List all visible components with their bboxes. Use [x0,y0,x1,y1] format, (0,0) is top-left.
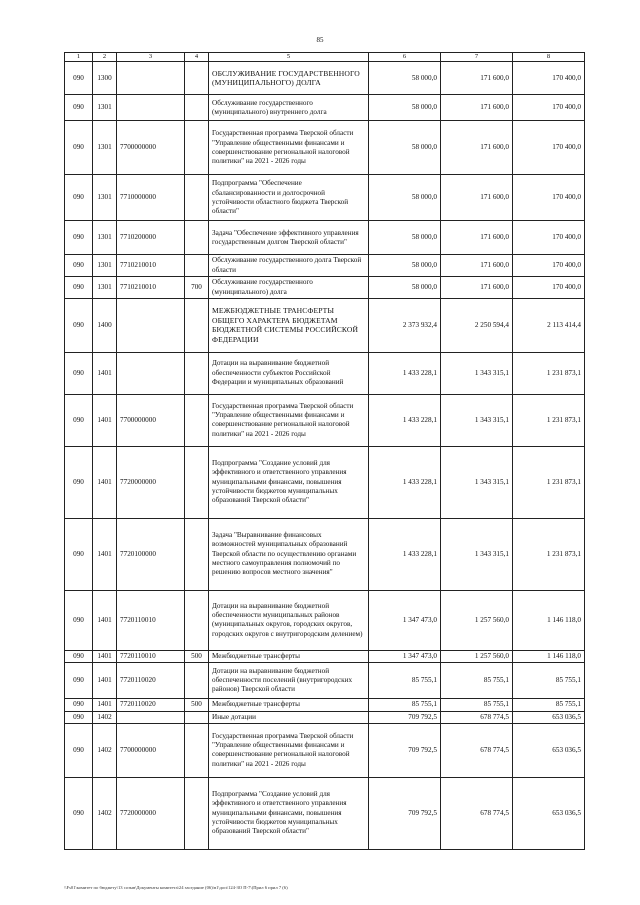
table-row [65,298,585,352]
year-2024-cell: 58 000,0 [369,175,441,221]
gov-code-cell: 090 [65,277,93,299]
gov-code-cell: 090 [65,175,93,221]
year-2026-cell: 170 400,0 [513,255,585,277]
name-cell: Государственная программа Тверской области "Управление общественными финансами и совершенствование региональной налоговой политики" на 2021 - 2026 годы [209,394,369,446]
table-row [65,95,585,121]
name-cell: Государственная программа Тверской области "Управление общественными финансами и совершенствование региональной налоговой политики" на 2021 - 2026 годы [209,723,369,777]
table-row [65,711,585,723]
name-cell: Дотации на выравнивание бюджетной обеспеченности субъектов Российской Федерации и муниципальных образований [209,352,369,394]
table-row [65,699,585,711]
name-cell: Подпрограмма "Обеспечение сбалансированности и долгосрочной устойчивости областного бюджета Тверской области" [209,175,369,221]
section-cell: 1402 [93,777,117,849]
section-cell: 1401 [93,446,117,518]
year-2025-cell: 1 343 315,1 [441,518,513,590]
gov-code-cell: 090 [65,121,93,175]
table-row [65,446,585,518]
gov-code-cell: 090 [65,518,93,590]
year-2026-cell: 653 036,5 [513,723,585,777]
expense-type-cell [185,221,209,255]
gov-code-cell: 090 [65,62,93,95]
year-2026-cell: 653 036,5 [513,711,585,723]
name-cell: ОБСЛУЖИВАНИЕ ГОСУДАРСТВЕННОГО (МУНИЦИПАЛЬНОГО) ДОЛГА [209,62,369,95]
year-2025-cell: 171 600,0 [441,221,513,255]
target-article-cell: 7720110010 [117,590,185,650]
name-cell: Подпрограмма "Создание условий для эффективного и ответственного управления муниципальными финансами, повышения устойчивости бюджетов муниципальных образований Тверской области" [209,446,369,518]
name-cell: МЕЖБЮДЖЕТНЫЕ ТРАНСФЕРТЫ ОБЩЕГО ХАРАКТЕРА БЮДЖЕТАМ БЮДЖЕТНОЙ СИСТЕМЫ РОССИЙСКОЙ ФЕДЕРАЦИИ [209,298,369,352]
expense-type-cell [185,121,209,175]
name-cell: Дотации на выравнивание бюджетной обеспеченности поселений (внутригородских районов) Тверской области [209,663,369,699]
gov-code-cell: 090 [65,590,93,650]
name-cell: Подпрограмма "Создание условий для эффективного и ответственного управления муниципальными финансами, повышения устойчивости бюджетов муниципальных образований Тверской области" [209,777,369,849]
expense-type-cell [185,62,209,95]
year-2025-cell: 1 343 315,1 [441,394,513,446]
year-2025-cell: 85 755,1 [441,699,513,711]
year-2024-cell: 85 755,1 [369,699,441,711]
section-cell: 1402 [93,711,117,723]
section-cell: 1401 [93,590,117,650]
target-article-cell: 7710000000 [117,175,185,221]
year-2024-cell: 709 792,5 [369,777,441,849]
section-cell: 1401 [93,663,117,699]
section-cell: 1401 [93,650,117,662]
expense-type-cell [185,711,209,723]
section-cell: 1301 [93,221,117,255]
column-number-row [65,53,585,62]
year-2025-cell: 1 257 560,0 [441,590,513,650]
year-2024-cell: 1 433 228,1 [369,394,441,446]
year-2026-cell: 170 400,0 [513,277,585,299]
year-2026-cell: 170 400,0 [513,121,585,175]
year-2026-cell: 1 231 873,1 [513,394,585,446]
target-article-cell: 7700000000 [117,723,185,777]
year-2024-cell: 58 000,0 [369,95,441,121]
gov-code-cell: 090 [65,352,93,394]
table-row [65,255,585,277]
year-2025-cell: 1 257 560,0 [441,650,513,662]
year-2024-cell: 1 433 228,1 [369,446,441,518]
year-2026-cell: 85 755,1 [513,699,585,711]
year-2026-cell: 653 036,5 [513,777,585,849]
section-cell: 1301 [93,175,117,221]
col-number: 1 [65,53,93,62]
table-row [65,663,585,699]
target-article-cell [117,711,185,723]
target-article-cell [117,62,185,95]
year-2025-cell: 1 343 315,1 [441,352,513,394]
expense-type-cell [185,518,209,590]
year-2025-cell: 678 774,5 [441,777,513,849]
year-2026-cell: 1 231 873,1 [513,352,585,394]
year-2025-cell: 1 343 315,1 [441,446,513,518]
section-cell: 1300 [93,62,117,95]
target-article-cell: 7720000000 [117,446,185,518]
section-cell: 1301 [93,277,117,299]
name-cell: Дотации на выравнивание бюджетной обеспеченности муниципальных районов (муниципальных округов, городских округов, городских округов с внутригородским делением) [209,590,369,650]
target-article-cell: 7720110020 [117,663,185,699]
gov-code-cell: 090 [65,221,93,255]
section-cell: 1301 [93,121,117,175]
footer-file-path: \\Fs01\комитет по бюджету\13 созыв\Документы комитета\24 заседание (06)\в1\доп\124-ЗО П-7\(Прил 6 прил 7 (6) [64,885,288,890]
expense-type-cell [185,590,209,650]
expense-type-cell [185,255,209,277]
table-row [65,518,585,590]
name-cell: Обслуживание государственного (муниципального) долга [209,277,369,299]
table-row [65,723,585,777]
target-article-cell: 7700000000 [117,394,185,446]
section-cell: 1402 [93,723,117,777]
year-2024-cell: 58 000,0 [369,221,441,255]
table-row [65,175,585,221]
year-2025-cell: 171 600,0 [441,255,513,277]
year-2024-cell: 1 347 473,0 [369,650,441,662]
section-cell: 1301 [93,255,117,277]
year-2024-cell: 85 755,1 [369,663,441,699]
year-2026-cell: 2 113 414,4 [513,298,585,352]
target-article-cell [117,352,185,394]
year-2026-cell: 1 231 873,1 [513,446,585,518]
target-article-cell [117,298,185,352]
year-2024-cell: 58 000,0 [369,255,441,277]
expense-type-cell [185,394,209,446]
section-cell: 1401 [93,352,117,394]
table-row [65,590,585,650]
page-number: 85 [316,36,324,44]
expense-type-cell [185,298,209,352]
expense-type-cell: 500 [185,650,209,662]
gov-code-cell: 090 [65,255,93,277]
gov-code-cell: 090 [65,699,93,711]
gov-code-cell: 090 [65,394,93,446]
year-2024-cell: 1 433 228,1 [369,518,441,590]
year-2025-cell: 678 774,5 [441,711,513,723]
expense-type-cell [185,95,209,121]
table-row [65,394,585,446]
table-row [65,352,585,394]
table-row [65,221,585,255]
year-2024-cell: 58 000,0 [369,277,441,299]
year-2024-cell: 709 792,5 [369,711,441,723]
section-cell: 1400 [93,298,117,352]
col-number: 6 [369,53,441,62]
year-2025-cell: 171 600,0 [441,175,513,221]
expense-type-cell [185,663,209,699]
col-number: 4 [185,53,209,62]
year-2025-cell: 678 774,5 [441,723,513,777]
gov-code-cell: 090 [65,777,93,849]
year-2026-cell: 1 146 118,0 [513,590,585,650]
year-2026-cell: 85 755,1 [513,663,585,699]
name-cell: Межбюджетные трансферты [209,699,369,711]
year-2024-cell: 2 373 932,4 [369,298,441,352]
year-2026-cell: 170 400,0 [513,62,585,95]
name-cell: Обслуживание государственного (муниципального) внутреннего долга [209,95,369,121]
year-2025-cell: 171 600,0 [441,95,513,121]
table-row [65,277,585,299]
name-cell: Межбюджетные трансферты [209,650,369,662]
expense-type-cell [185,446,209,518]
year-2024-cell: 58 000,0 [369,62,441,95]
target-article-cell: 7710200000 [117,221,185,255]
table-row [65,62,585,95]
name-cell: Задача "Выравнивание финансовых возможностей муниципальных образований Тверской области по осуществлению органами местного самоуправления полномочий по решению вопросов местного значения" [209,518,369,590]
year-2026-cell: 1 231 873,1 [513,518,585,590]
target-article-cell: 7720000000 [117,777,185,849]
col-number: 8 [513,53,585,62]
expense-type-cell: 500 [185,699,209,711]
table-row [65,121,585,175]
year-2024-cell: 1 347 473,0 [369,590,441,650]
year-2026-cell: 170 400,0 [513,95,585,121]
year-2026-cell: 1 146 118,0 [513,650,585,662]
table-row [65,777,585,849]
name-cell: Обслуживание государственного долга Тверской области [209,255,369,277]
gov-code-cell: 090 [65,298,93,352]
target-article-cell: 7720110020 [117,699,185,711]
year-2025-cell: 171 600,0 [441,121,513,175]
gov-code-cell: 090 [65,711,93,723]
year-2024-cell: 709 792,5 [369,723,441,777]
target-article-cell: 7720100000 [117,518,185,590]
table-body [65,53,585,850]
target-article-cell: 7710210010 [117,255,185,277]
col-number: 3 [117,53,185,62]
target-article-cell: 7700000000 [117,121,185,175]
target-article-cell: 7710210010 [117,277,185,299]
year-2026-cell: 170 400,0 [513,221,585,255]
expense-type-cell [185,723,209,777]
col-number: 2 [93,53,117,62]
target-article-cell: 7720110010 [117,650,185,662]
table-row [65,650,585,662]
expense-type-cell: 700 [185,277,209,299]
section-cell: 1401 [93,699,117,711]
budget-table [64,52,585,850]
expense-type-cell [185,352,209,394]
gov-code-cell: 090 [65,446,93,518]
expense-type-cell [185,777,209,849]
section-cell: 1401 [93,394,117,446]
year-2025-cell: 171 600,0 [441,277,513,299]
col-number: 5 [209,53,369,62]
name-cell: Иные дотации [209,711,369,723]
year-2024-cell: 1 433 228,1 [369,352,441,394]
year-2025-cell: 171 600,0 [441,62,513,95]
gov-code-cell: 090 [65,650,93,662]
section-cell: 1401 [93,518,117,590]
name-cell: Задача "Обеспечение эффективного управления государственным долгом Тверской области" [209,221,369,255]
gov-code-cell: 090 [65,723,93,777]
target-article-cell [117,95,185,121]
gov-code-cell: 090 [65,95,93,121]
year-2026-cell: 170 400,0 [513,175,585,221]
gov-code-cell: 090 [65,663,93,699]
year-2025-cell: 2 250 594,4 [441,298,513,352]
year-2025-cell: 85 755,1 [441,663,513,699]
name-cell: Государственная программа Тверской области "Управление общественными финансами и совершенствование региональной налоговой политики" на 2021 - 2026 годы [209,121,369,175]
expense-type-cell [185,175,209,221]
col-number: 7 [441,53,513,62]
section-cell: 1301 [93,95,117,121]
year-2024-cell: 58 000,0 [369,121,441,175]
